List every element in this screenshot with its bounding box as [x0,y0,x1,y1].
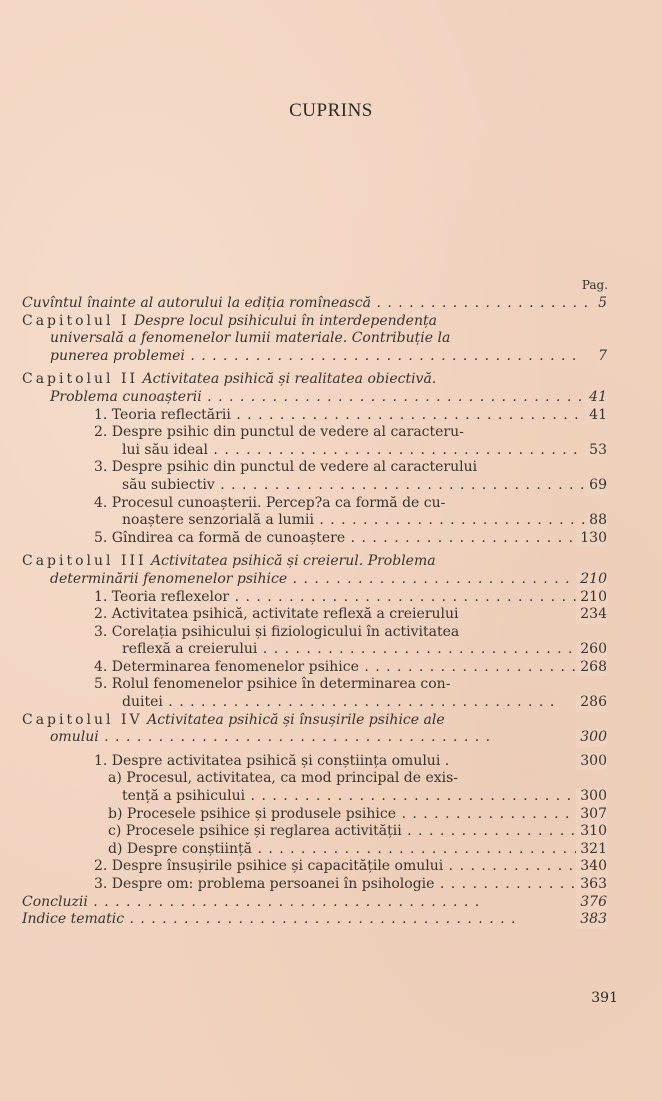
toc-section-3-3-line-2: reflexă a creierului . . 260 [22,641,607,659]
toc-subsection-4-1-c[interactable]: c) Procesele psihice și reglarea activității . . 310 [22,823,607,841]
page-number: 130 [576,530,607,548]
chapter-label: Capitolul I [22,312,130,329]
page-number: 88 [585,512,607,530]
toc-chapter-2-line-1[interactable]: Capitolul II Activitatea psihică și realitatea obiectivă. [22,371,437,388]
toc-chapter-4-line-2[interactable]: omului . . 300 [22,729,607,747]
chapter-label: Capitolul II [22,371,139,388]
toc-entry-index[interactable]: Indice tematic . . 383 [22,911,607,929]
toc-section-2-3-line-2: său subiectiv . . 69 [22,477,607,495]
toc-chapter-1-line-1[interactable]: Capitolul I Despre locul psihicului în interdependența [22,312,437,329]
toc-section-3-1[interactable]: 1. Teoria reflexelor . . 210 [22,589,607,607]
toc-subsection-4-1-a-line-1[interactable]: a) Procesul, activitatea, ca mod principal de exis- [108,770,459,787]
toc-section-3-4[interactable]: 4. Determinarea fenomenelor psihice . . 268 [22,659,607,677]
page-number: 363 [576,876,607,894]
toc-chapter-3-line-1[interactable]: Capitolul III Activitatea psihică și creierul. Problema [22,553,436,570]
toc-section-2-3-line-1[interactable]: 3. Despre psihic din punctul de vedere al caracterului [94,459,478,476]
page-number: 69 [585,477,607,495]
page-column-label: Pag. [581,278,608,292]
toc-subsection-4-1-d[interactable]: d) Despre conștiință . . 321 [22,841,607,859]
toc-section-3-3-line-1[interactable]: 3. Corelația psihicului și fiziologicului în activitatea [94,623,460,640]
page-number: 300 [576,788,607,806]
page-number: 260 [576,641,607,659]
toc-chapter-4-line-1[interactable]: Capitolul IV Activitatea psihică și însușirile psihice ale [22,711,445,728]
chapter-label: Capitolul IV [22,711,143,728]
toc-chapter-1-line-3[interactable]: punerea problemei . . 7 [22,348,607,366]
page-number: 268 [576,659,607,677]
page-number: 321 [576,841,607,859]
page-number: 376 [576,894,607,912]
toc-section-3-5-line-2: duitei . . 286 [22,694,607,712]
chapter-label: Capitolul III [22,553,147,570]
page-title: CUPRINS [289,100,373,121]
page-number: 286 [576,694,607,712]
page-number: 7 [594,348,607,366]
toc-section-2-1[interactable]: 1. Teoria reflectării . . 41 [22,407,607,425]
toc-section-4-3[interactable]: 3. Despre om: problema persoanei în psihologie . . 363 [22,876,607,894]
page-number: 300 [576,753,607,771]
toc-section-2-2-line-2: lui său ideal . . 53 [22,442,607,460]
toc-section-3-5-line-1[interactable]: 5. Rolul fenomenelor psihice în determinarea con- [94,676,451,693]
toc-entry-foreword[interactable]: Cuvîntul înainte al autorului la ediția romînească . . 5 [22,295,607,313]
page-number: 5 [594,295,607,313]
toc-chapter-2-line-2[interactable]: Problema cunoașterii . . 41 [22,389,607,407]
toc-chapter-1-line-2: universală a fenomenelor lumii materiale. Contribuție la [50,330,451,347]
toc-entry-conclusions[interactable]: Concluzii . . 376 [22,894,607,912]
page-number: 41 [585,389,607,407]
toc-subsection-4-1-b[interactable]: b) Procesele psihice și produsele psihice . . 307 [22,806,607,824]
toc-section-2-4-line-1[interactable]: 4. Procesul cunoașterii. Percep?a ca formă de cu- [94,494,446,511]
toc-section-3-2[interactable]: 2. Activitatea psihică, activitate reflexă a creierului 234 [94,606,607,623]
page-number: 310 [576,823,607,841]
toc-section-4-2[interactable]: 2. Despre însușirile psihice și capacitățile omului . . 340 [22,858,607,876]
page-number: 340 [576,858,607,876]
toc-chapter-3-line-2[interactable]: determinării fenomenelor psihice . . 210 [22,571,607,589]
page-number: 383 [576,911,607,929]
page-number: 53 [585,442,607,460]
toc-section-2-4-line-2: noaștere senzorială a lumii . . 88 [22,512,607,530]
toc-subsection-4-1-a-line-2: tență a psihicului . . 300 [22,788,607,806]
toc-section-2-5[interactable]: 5. Gîndirea ca formă de cunoaștere . . 130 [22,530,607,548]
page-number: 210 [576,571,607,589]
table-of-contents [22,295,607,929]
page-number: 300 [576,729,607,747]
folio-page-number: 391 [591,990,618,1006]
toc-section-2-2-line-1[interactable]: 2. Despre psihic din punctul de vedere al caracteru- [94,424,464,441]
page-number: 210 [576,589,607,607]
toc-section-4-1[interactable]: 1. Despre activitatea psihică și conștiința omului . 300 [94,752,607,769]
page-number: 41 [585,407,607,425]
page-number: 234 [576,606,607,624]
page-number: 307 [576,806,607,824]
